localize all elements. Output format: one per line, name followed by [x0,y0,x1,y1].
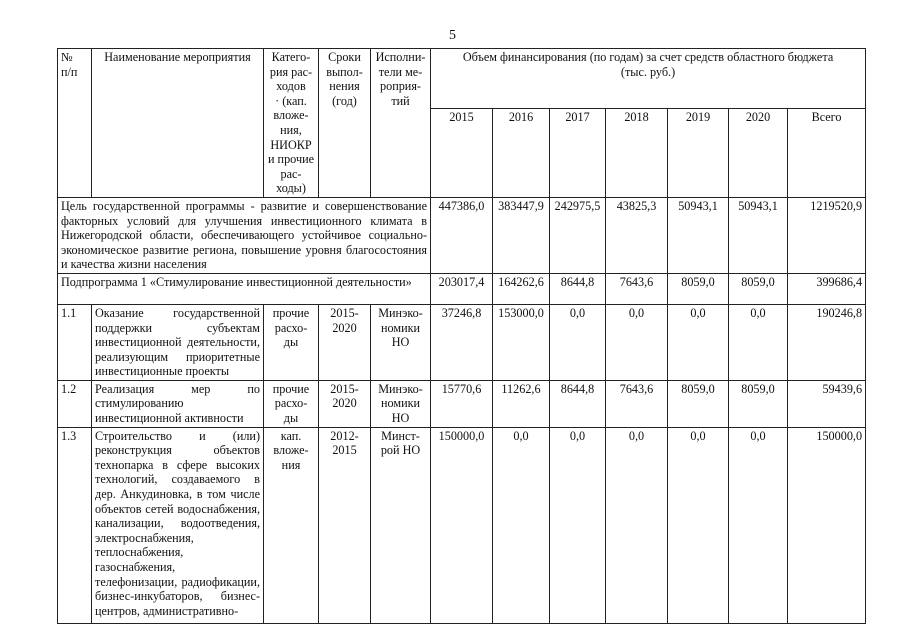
header-name: Наименование мероприятия [92,49,264,198]
subprogram-value-2020: 8059,0 [729,273,788,304]
row-terms: 2015- 2020 [319,304,371,380]
row-value-2020: 0,0 [729,427,788,623]
goal-value-2016: 383447,9 [493,197,550,273]
row-name: Строительство и (или) реконструкция объектов технопарка в сфере высоких технологий, создаваемого в дер. Анкудиновка, в том числе объектов сетей водоснабжения, канализации, водоотведения, электроснабжения, теплоснабжения, газоснабжения, телефонизации, радиофикации, бизнес-инкубаторов, бизнес-центров, административно- [92,427,264,623]
row-num: 1.1 [58,304,92,380]
subprogram-row [58,273,866,304]
row-value-total: 190246,8 [788,304,866,380]
header-funding: Объем финансирования (по годам) за счет средств областного бюджета (тыс. руб.) [431,49,866,109]
row-value-2017: 0,0 [550,304,606,380]
goal-value-2018: 43825,3 [606,197,668,273]
row-category: кап. вложе- ния [264,427,319,623]
funding-table [57,48,866,624]
subprogram-value-2019: 8059,0 [668,273,729,304]
header-terms: Сроки выпол- нения (год) [319,49,371,198]
header-num: № п/п [58,49,92,198]
subprogram-value-2016: 164262,6 [493,273,550,304]
year-2016: 2016 [493,109,550,198]
header-row [58,49,866,109]
row-value-total: 59439,6 [788,380,866,427]
row-name: Реализация мер по стимулированию инвестиционной активности [92,380,264,427]
goal-value-2020: 50943,1 [729,197,788,273]
goal-value-2017: 242975,5 [550,197,606,273]
page-number: 5 [449,28,456,43]
row-value-2019: 0,0 [668,304,729,380]
goal-text: Цель государственной программы - развитие и совершенствование факторных условий для улучшения инвестиционного климата в Нижегородской области, обеспечивающего устойчивое социально-экономическое развитие региона, повышение уровня благосостояния и качества жизни населения [58,197,431,273]
goal-row [58,197,866,273]
row-name: Оказание государственной поддержки субъектам инвестиционной деятельности, реализующим приоритетные инвестиционные проекты [92,304,264,380]
row-executors: Минст- рой НО [371,427,431,623]
row-value-2016: 0,0 [493,427,550,623]
row-value-2016: 11262,6 [493,380,550,427]
row-value-2015: 150000,0 [431,427,493,623]
row-value-2018: 0,0 [606,304,668,380]
table-row [58,380,866,427]
table-row [58,427,866,623]
year-2017: 2017 [550,109,606,198]
subprogram-value-2017: 8644,8 [550,273,606,304]
row-value-2018: 0,0 [606,427,668,623]
row-value-2018: 7643,6 [606,380,668,427]
subprogram-text: Подпрограмма 1 «Стимулирование инвестиционной деятельности» [58,273,431,304]
row-executors: Минэко- номики НО [371,380,431,427]
row-value-2016: 153000,0 [493,304,550,380]
row-num: 1.2 [58,380,92,427]
header-executors: Исполни- тели ме- роприя- тий [371,49,431,198]
goal-value-2015: 447386,0 [431,197,493,273]
row-terms: 2012- 2015 [319,427,371,623]
year-2020: 2020 [729,109,788,198]
row-value-2015: 15770,6 [431,380,493,427]
row-value-2017: 0,0 [550,427,606,623]
goal-value-total: 1219520,9 [788,197,866,273]
row-num: 1.3 [58,427,92,623]
year-total: Всего [788,109,866,198]
year-2018: 2018 [606,109,668,198]
subprogram-value-2015: 203017,4 [431,273,493,304]
row-value-2020: 8059,0 [729,380,788,427]
row-value-2020: 0,0 [729,304,788,380]
year-2019: 2019 [668,109,729,198]
subprogram-value-2018: 7643,6 [606,273,668,304]
row-value-2017: 8644,8 [550,380,606,427]
row-category: прочие расхо- ды [264,304,319,380]
row-value-total: 150000,0 [788,427,866,623]
goal-value-2019: 50943,1 [668,197,729,273]
table-row [58,304,866,380]
year-2015: 2015 [431,109,493,198]
row-category: прочие расхо- ды [264,380,319,427]
row-value-2019: 8059,0 [668,380,729,427]
header-category: Катего- рия рас- ходов · (кап. вложе- ния, НИОКР и прочие рас- ходы) [264,49,319,198]
row-terms: 2015- 2020 [319,380,371,427]
row-value-2019: 0,0 [668,427,729,623]
row-value-2015: 37246,8 [431,304,493,380]
row-executors: Минэко- номики НО [371,304,431,380]
subprogram-value-total: 399686,4 [788,273,866,304]
